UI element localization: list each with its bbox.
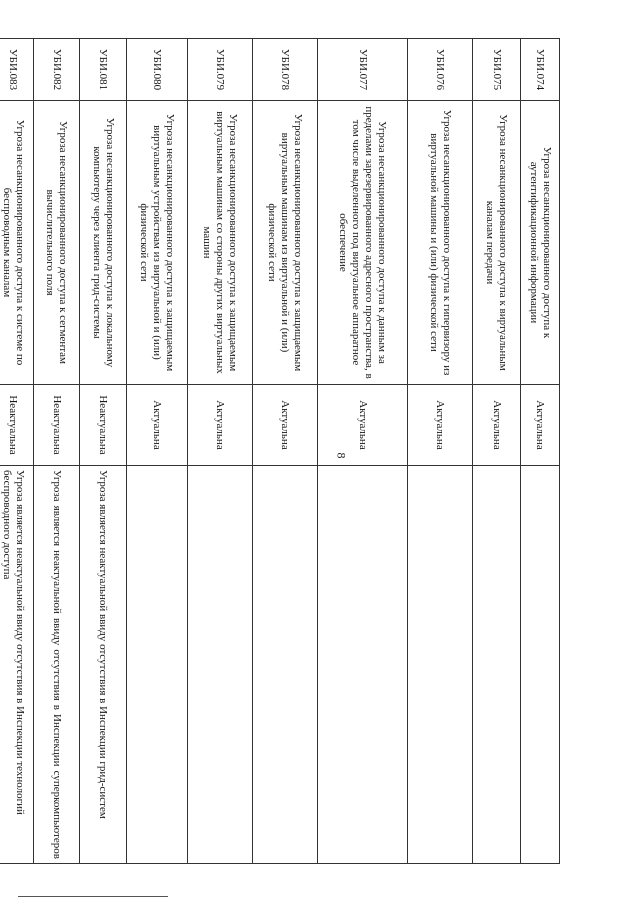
threat-note-cell: Угроза является неактуальной ввиду отсутствия в Инспекции грид-систем [80, 466, 127, 864]
table-row [0, 39, 34, 864]
threat-id-cell: УБИ.075 [473, 39, 521, 101]
threat-status-cell: Актуальна [521, 385, 560, 466]
table-row [253, 39, 318, 864]
threat-status-cell: Актуальна [188, 385, 253, 466]
threat-name-cell: Угроза несанкционированного доступа к системе по беспроводным каналам [0, 101, 34, 385]
threat-status-cell: Неактуальна [0, 385, 34, 466]
threat-note-cell [473, 466, 521, 864]
threat-note-cell [521, 466, 560, 864]
table-row [127, 39, 188, 864]
threat-id-cell: УБИ.079 [188, 39, 253, 101]
threat-name-cell: Угроза несанкционированного доступа к защищаемым виртуальным устройствам из виртуальной и (или) физической сети [127, 101, 188, 385]
threat-name-cell: Угроза несанкционированного доступа к локальному компьютеру через клиента грид-системы [80, 101, 127, 385]
threat-id-cell: УБИ.082 [34, 39, 80, 101]
table-row [188, 39, 253, 864]
threat-name-cell: Угроза несанкционированного доступа к данным за пределами зарезервированного адресного пространства, в том числе выделенного под виртуальное аппаратное обеспечение [318, 101, 408, 385]
page-number: 8 [334, 452, 349, 459]
threat-id-cell: УБИ.076 [408, 39, 473, 101]
threat-note-cell [408, 466, 473, 864]
threat-status-cell: Актуальна [408, 385, 473, 466]
threat-note-cell [253, 466, 318, 864]
threat-note-cell [127, 466, 188, 864]
footer-rule [18, 896, 168, 897]
table-row [318, 39, 408, 864]
threat-status-cell: Неактуальна [80, 385, 127, 466]
rotated-table-container [1, 38, 560, 864]
table-row [80, 39, 127, 864]
table-row [521, 39, 560, 864]
table-row [408, 39, 473, 864]
threat-name-cell: Угроза несанкционированного доступа к виртуальным каналам передачи [473, 101, 521, 385]
threat-status-cell: Актуальна [253, 385, 318, 466]
threat-id-cell: УБИ.077 [318, 39, 408, 101]
threat-name-cell: Угроза несанкционированного доступа к гипервизору из виртуальной машины и (или) физической сети [408, 101, 473, 385]
threat-note-cell: Угроза является неактуальной ввиду отсутствия в Инспекции суперкомпьютеров [34, 466, 80, 864]
threat-name-cell: Угроза несанкционированного доступа к защищаемым виртуальным машинам из виртуальной и (или) физической сети [253, 101, 318, 385]
table-row [473, 39, 521, 864]
threat-id-cell: УБИ.074 [521, 39, 560, 101]
threat-status-cell: Актуальна [473, 385, 521, 466]
threats-table [0, 38, 560, 864]
threat-name-cell: Угроза несанкционированного доступа к защищаемым виртуальным машинам со стороны других виртуальных машин [188, 101, 253, 385]
threat-id-cell: УБИ.080 [127, 39, 188, 101]
threat-status-cell: Неактуальна [34, 385, 80, 466]
table-row [34, 39, 80, 864]
threat-id-cell: УБИ.081 [80, 39, 127, 101]
threat-status-cell: Актуальна [127, 385, 188, 466]
threat-note-cell: Угроза является неактуальной ввиду отсутствия в Инспекции технологий беспроводного доступа [0, 466, 34, 864]
threat-note-cell [318, 466, 408, 864]
threat-name-cell: Угроза несанкционированного доступа к сегментам вычислительного поля [34, 101, 80, 385]
threat-name-cell: Угроза несанкционированного доступа к аутентификационной информации [521, 101, 560, 385]
threat-note-cell [188, 466, 253, 864]
threat-id-cell: УБИ.083 [0, 39, 34, 101]
threat-status-cell: Актуальна [318, 385, 408, 466]
threat-id-cell: УБИ.078 [253, 39, 318, 101]
